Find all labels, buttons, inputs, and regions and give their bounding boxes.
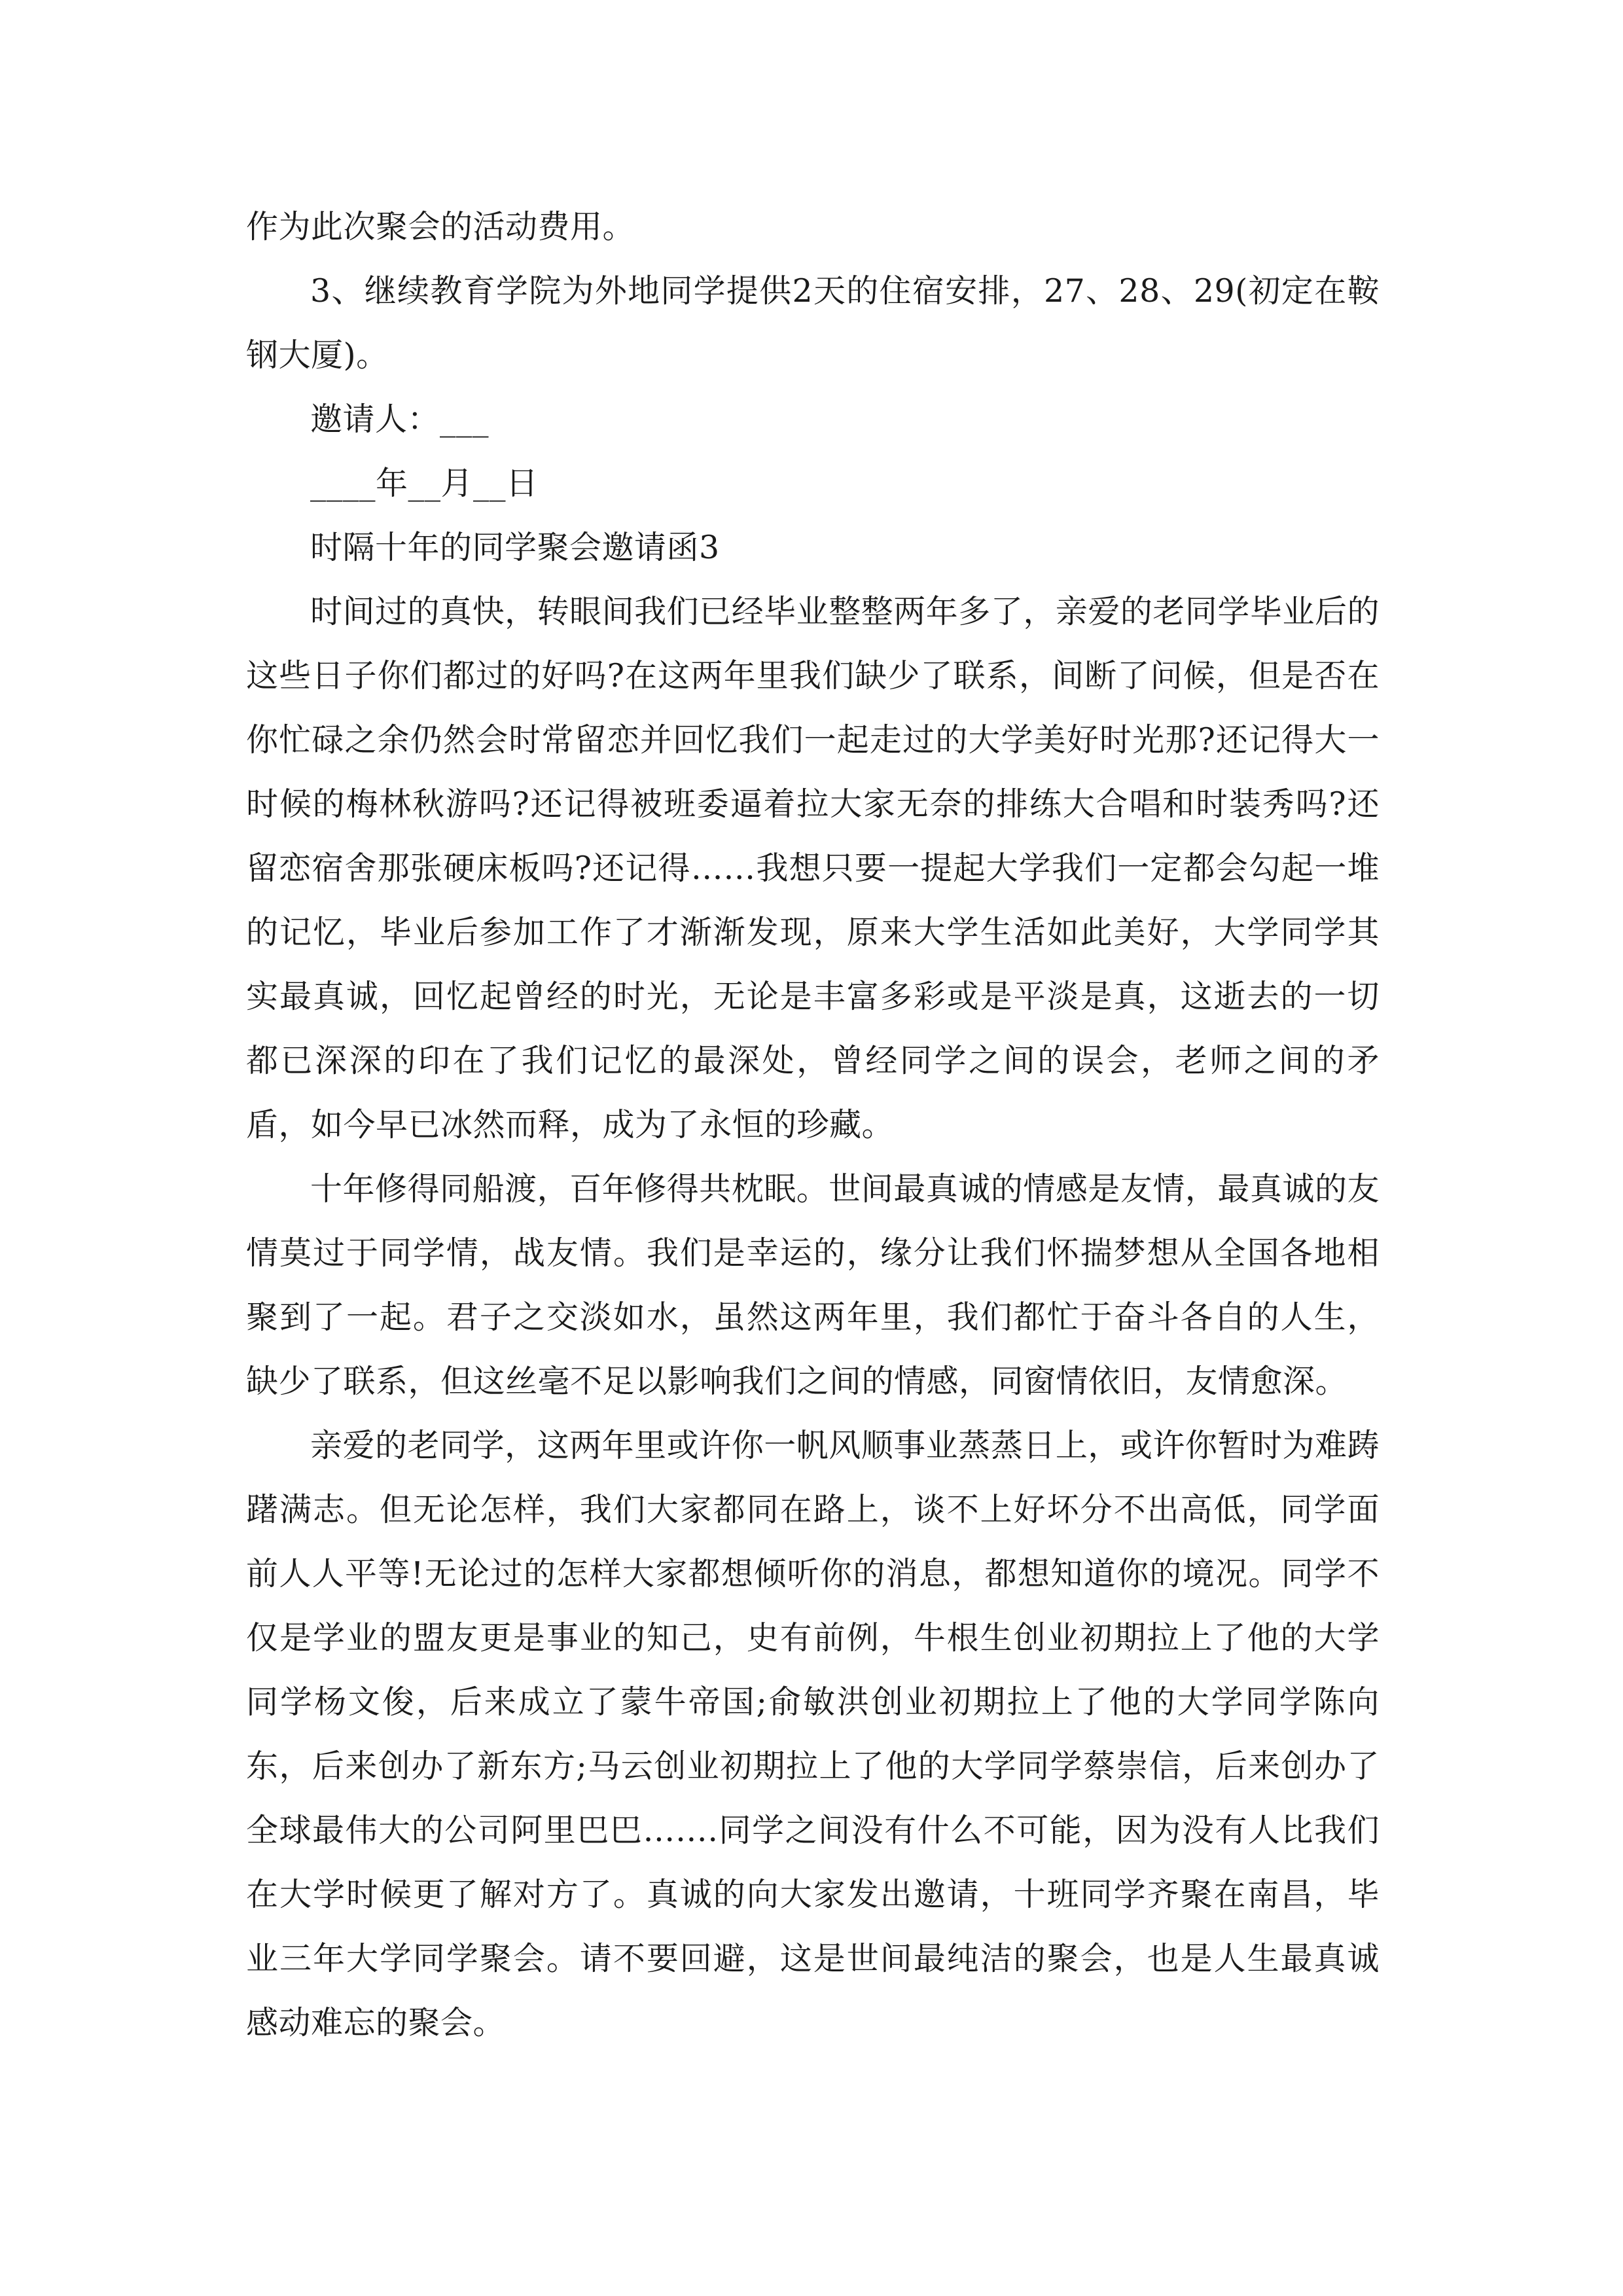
paragraph-memories: 时间过的真快，转眼间我们已经毕业整整两年多了，亲爱的老同学毕业后的这些日子你们都过的好吗?在这两年里我们缺少了联系，间断了问候，但是否在你忙碌之余仍然会时常留恋并回忆我们一起走过的大学美好时光那?还记得大一时候的梅林秋游吗?还记得被班委逼着拉大家无奈的排练大合唱和时装秀吗?还留恋宿舍那张硬床板吗?还记得……我想只要一提起大学我们一定都会勾起一堆的记忆，毕业后参加工作了才渐渐发现，原来大学生活如此美好，大学同学其实最真诚，回忆起曾经的时光，无论是丰富多彩或是平淡是真，这逝去的一切都已深深的印在了我们记忆的最深处，曾经同学之间的误会，老师之间的矛盾，如今早已冰然而释，成为了永恒的珍藏。	[246, 593, 1380, 1143]
date-line: ____年__月__日	[310, 465, 539, 502]
paragraph-lodging: 3、继续教育学院为外地同学提供2天的住宿安排，27、28、29(初定在鞍钢大厦)。	[246, 272, 1380, 374]
document-body	[246, 195, 1380, 2055]
section-title: 时隔十年的同学聚会邀请函3	[310, 529, 720, 566]
paragraph-friendship: 十年修得同船渡，百年修得共枕眠。世间最真诚的情感是友情，最真诚的友情莫过于同学情，战友情。我们是幸运的，缘分让我们怀揣梦想从全国各地相聚到了一起。君子之交淡如水，虽然这两年里，我们都忙于奋斗各自的人生，缺少了联系，但这丝毫不足以影响我们之间的情感，同窗情依旧，友情愈深。	[246, 1170, 1380, 1400]
inviter-line: 邀请人：___	[310, 401, 490, 438]
paragraph-invitation: 亲爱的老同学，这两年里或许你一帆风顺事业蒸蒸日上，或许你暂时为难踌躇满志。但无论怎样，我们大家都同在路上，谈不上好坏分不出高低，同学面前人人平等!无论过的怎样大家都想倾听你的消息，都想知道你的境况。同学不仅是学业的盟友更是事业的知己，史有前例，牛根生创业初期拉上了他的大学同学杨文俊，后来成立了蒙牛帝国;俞敏洪创业初期拉上了他的大学同学陈向东，后来创办了新东方;马云创业初期拉上了他的大学同学蔡崇信，后来创办了全球最伟大的公司阿里巴巴…….同学之间没有什么不可能，因为没有人比我们在大学时候更了解对方了。真诚的向大家发出邀请，十班同学齐聚在南昌，毕业三年大学同学聚会。请不要回避，这是世间最纯洁的聚会，也是人生最真诚感动难忘的聚会。	[246, 1427, 1380, 2041]
paragraph-fee-continuation: 作为此次聚会的活动费用。	[246, 208, 635, 245]
